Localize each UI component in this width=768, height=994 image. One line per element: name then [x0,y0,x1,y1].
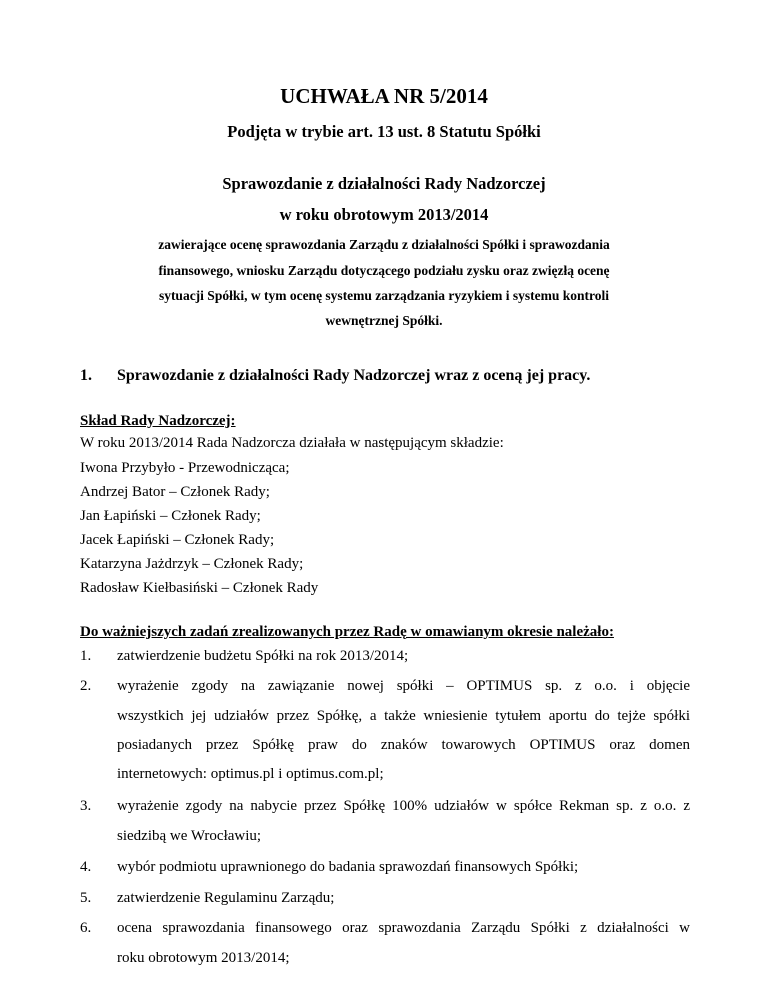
task-line: wszystkich jej udziałów przez Spółkę, a także wniesienie tytułem aportu do tejże spółki [117,708,690,724]
task-number: 5. [80,890,92,906]
task-number: 6. [80,920,92,936]
report-description-line: wewnętrznej Spółki. [325,313,443,328]
report-description-line: sytuacji Spółki, w tym ocenę systemu zarządzania ryzykiem i systemu kontroli [158,288,610,303]
board-intro: W roku 2013/2014 Rada Nadzorcza działała w następującym składzie: [80,435,504,451]
task-line: roku obrotowym 2013/2014; [117,950,290,966]
document-subtitle: Podjęta w trybie art. 13 ust. 8 Statutu Spółki [227,122,541,141]
task-number: 2. [80,678,92,694]
report-description-line: zawierające ocenę sprawozdania Zarządu z działalności Spółki i sprawozdania [158,237,610,252]
section-title: Sprawozdanie z działalności Rady Nadzorczej wraz z oceną jej pracy. [117,367,591,384]
board-member: Katarzyna Jażdrzyk – Członek Rady; [80,556,304,572]
task-line: siedzibą we Wrocławiu; [117,828,262,844]
tasks-heading: Do ważniejszych zadań zrealizowanych przez Radę w omawianym okresie należało: [80,624,614,640]
report-heading-line2: w roku obrotowym 2013/2014 [279,205,489,224]
task-line: zatwierdzenie budżetu Spółki na rok 2013/2014; [117,648,409,664]
report-heading-line1: Sprawozdanie z działalności Rady Nadzorczej [222,174,546,193]
document-title: UCHWAŁA NR 5/2014 [280,84,488,108]
section-number: 1. [80,367,92,384]
task-number: 3. [80,798,92,814]
board-heading: Skład Rady Nadzorczej: [80,413,236,429]
task-number: 4. [80,859,92,875]
task-number: 1. [80,648,92,664]
board-member: Jacek Łapiński – Członek Rady; [80,532,275,548]
task-line: wybór podmiotu uprawnionego do badania sprawozdań finansowych Spółki; [117,859,579,875]
board-member: Radosław Kiełbasiński – Członek Rady [80,580,319,596]
task-line: ocena sprawozdania finansowego oraz sprawozdania Zarządu Spółki z działalności w [117,920,690,936]
task-line: wyrażenie zgody na zawiązanie nowej spółki – OPTIMUS sp. z o.o. i objęcie [117,678,690,694]
task-line: zatwierdzenie Regulaminu Zarządu; [117,890,335,906]
board-member: Andrzej Bator – Członek Rady; [80,484,270,500]
task-line: internetowych: optimus.pl i optimus.com.pl; [117,766,384,782]
board-member: Jan Łapiński – Członek Rady; [80,508,261,524]
report-description-line: finansowego, wniosku Zarządu dotyczącego podziału zysku oraz zwięzłą ocenę [158,263,610,278]
task-line: posiadanych przez Spółkę praw do znaków towarowych OPTIMUS oraz domen [117,737,690,753]
task-line: wyrażenie zgody na nabycie przez Spółkę 100% udziałów w spółce Rekman sp. z o.o. z [117,798,690,814]
board-member: Iwona Przybyło - Przewodnicząca; [80,460,290,476]
